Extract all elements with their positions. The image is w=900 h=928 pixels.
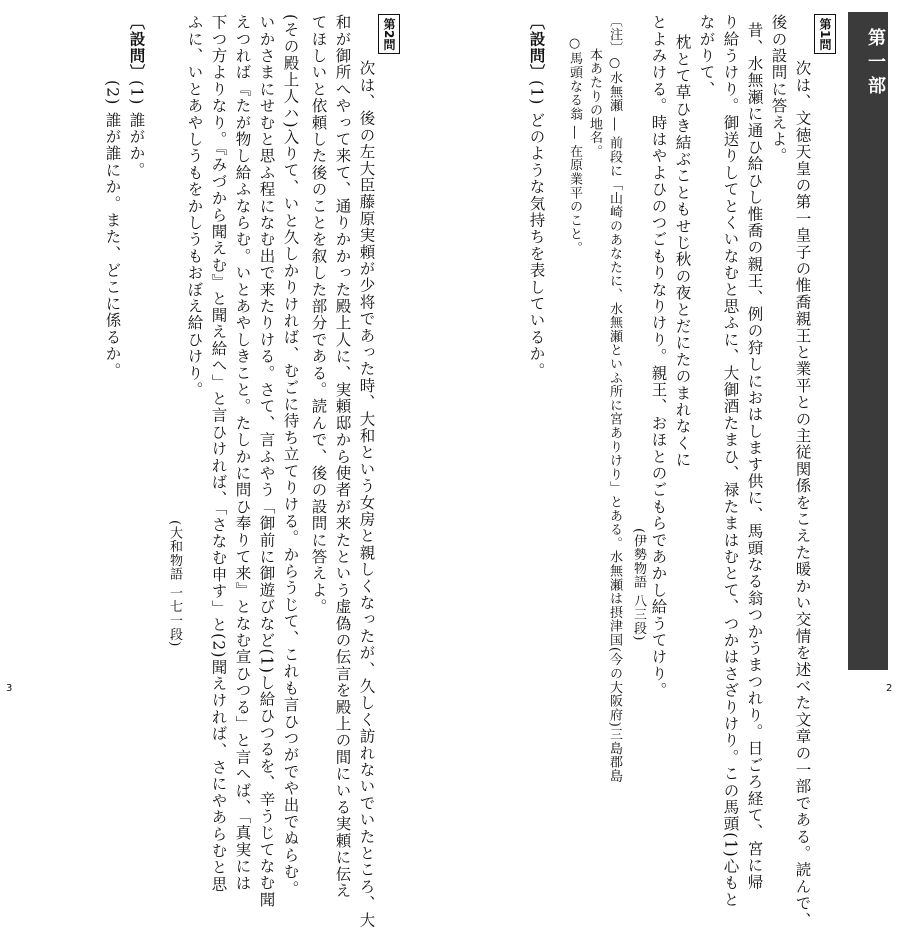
question-1-label: 第1問 <box>814 14 836 54</box>
q1-note-line-2: 本あたりの地名。 <box>587 48 602 159</box>
q2-question-1: (1) 誰がか。 <box>127 80 146 179</box>
q2-intro-line-3: てほしいと依頼した後のことを叙した部分である。読んで、後の設問に答えよ。 <box>309 14 328 616</box>
page-number-left: 3 <box>6 683 13 694</box>
q1-source: (伊勢物語 八三段) <box>631 528 646 642</box>
q1-intro-line-1: 次は、文徳天皇の第一皇子の惟喬親王と業平との主従関係をこえた暖かい交情を述べた文章の一部である。読んで、 <box>793 60 812 928</box>
q1-note-line-3: ○馬頭なる翁 ― 在原業平のこと。 <box>567 36 582 255</box>
q2-text-line-2: いかさまにせむと思ふ程になむ出で来たりける。さて、言ふやう「御前に御遊びなど(1)し給ひつるを、辛うじてなむ聞 <box>257 14 276 908</box>
part-tab <box>848 12 888 670</box>
q1-text-line-1: 昔、水無瀬に通ひ給ひし惟喬の親王、例の狩しにおはします供に、馬頭なる翁つかうまつれり。日ごろ経て、宮に帰 <box>745 22 764 891</box>
q1-text-line-2: り給うけり。御送りしてとくいなむと思ふに、大御酒たまひ、禄たまはむとて、つかはさざりけり。この馬頭(1)心もと <box>721 14 740 908</box>
q1-note-line-1: 〔注〕○水無瀬 ― 前段に「山崎のあなたに、水無瀬といふ所に宮ありけり」とある。水無瀬は摂津国(今の大阪府)三島郡島 <box>607 14 622 783</box>
q1-poem: 枕とて草ひき結ぶこともせじ秋の夜とだにたのまれなくに <box>673 34 692 469</box>
q2-source: (大和物語 一七一段) <box>167 520 182 648</box>
q1-setsumon-label: 〔設問〕 <box>527 14 546 81</box>
q2-setsumon-label: 〔設問〕 <box>127 14 146 81</box>
q1-question-1: (1) どのような気持ちを表しているか。 <box>527 80 546 379</box>
q2-question-2: (2) 誰が誰にか。また、どこに係るか。 <box>103 80 122 379</box>
part-title: 第一部 <box>865 28 886 100</box>
q2-text-line-3: えつれば『たが物し給ふならむ。いとあやしきこと。たしかに問ひ奉りて来』となむ宣ひつる」と言へば、「真実には <box>233 14 252 892</box>
q2-text-line-5: ふに、いとあやしうもをかしうもおぼえ給ひけり。 <box>185 14 204 399</box>
q1-text-line-3: ながりて、 <box>697 14 716 98</box>
q2-text-line-4: 下つ方よりなり。『みづから聞えむ』と聞え給へ」と言ひければ、「さなむ申す」と(2)聞えければ、さにやあらむと思 <box>209 14 228 893</box>
q1-intro-line-2: 後の設問に答えよ。 <box>769 14 788 165</box>
q2-intro-line-2: 和が御所へやって来て、通りかかった殿上人に、実頼邸から使者が来たという虚偽の伝言を殿上の間にいる実頼に伝え <box>333 14 352 900</box>
q2-text-line-1: (その殿上人ハ)入りて、いと久しかりければ、むごに待ち立てりける。からうじて、これも言ひつがでや出でぬらむ。 <box>281 14 300 897</box>
q2-intro-line-1: 次は、後の左大臣藤原実頼が少将であった時、大和という女房と親しくなったが、久しく訪れないでいたところ、大 <box>357 60 376 928</box>
question-2-label: 第2問 <box>378 14 400 54</box>
q1-text-line-5: とよみける。時はやよひのつごもりなりけり。親王、おほとのごもらであかし給うてけり。 <box>649 14 668 699</box>
page-number-right: 2 <box>886 683 893 694</box>
